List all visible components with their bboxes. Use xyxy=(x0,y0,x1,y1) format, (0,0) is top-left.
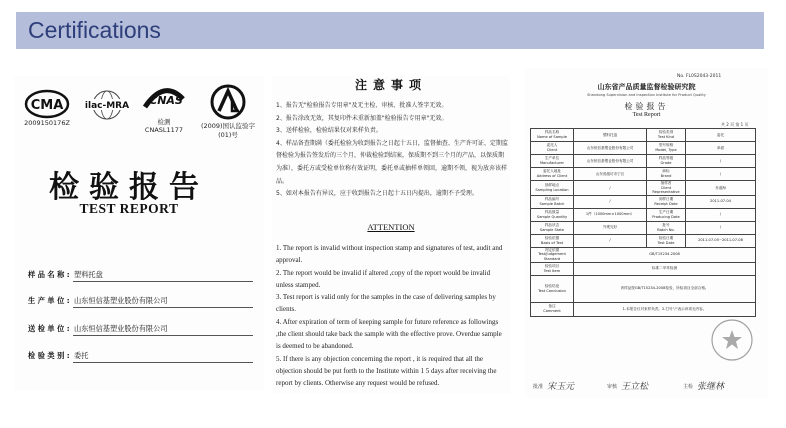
report-table-cell: 样品名称 Name of Sample xyxy=(531,129,574,142)
report-table-cell: 委托 xyxy=(686,129,756,142)
report-table-cell: 委托人地址 Address of Client xyxy=(531,168,574,181)
accreditation-logos xyxy=(20,81,264,141)
svg-text:ilac-MRA: ilac-MRA xyxy=(84,101,130,111)
svg-text:CMA: CMA xyxy=(30,98,64,113)
approver-signature: 宋玉元 xyxy=(547,382,575,392)
report-title-en: TEST REPORT xyxy=(79,201,179,216)
report-table-cell: 2011-07-05~2011-07-08 xyxy=(686,234,756,247)
field-submitter xyxy=(28,324,167,334)
notice-en-item: 3. Test report is valid only for the samples in the case of delivering samples by clients. xyxy=(276,293,496,314)
report-table-row xyxy=(531,208,756,221)
notice-page[interactable] xyxy=(272,76,510,394)
report-table-cell: 山东省潍坊市宁区 xyxy=(574,168,647,181)
cal-logo xyxy=(196,83,260,139)
cnas-caption-top: 检测 xyxy=(157,118,171,126)
report-table-cell: 检验项目 Test Item xyxy=(531,262,574,275)
notice-en-item: 4. After expiration of term of keeping sample for future reference as followings ,the client should take back the sample with the effective prove. Overdue sample is deemed to be abandoned. xyxy=(276,317,502,351)
report-table-cell: 抽样者 Client Representative xyxy=(647,181,686,196)
report-table-cell: 检验日期 Test Date xyxy=(647,234,686,247)
report-table-cell: / xyxy=(574,195,647,208)
section-title: Certifications xyxy=(28,17,161,43)
report-table-cell: 样品等级 Grade xyxy=(647,155,686,168)
field-value: 塑料托盘 xyxy=(74,270,103,279)
ilac-logo xyxy=(82,89,132,123)
institute-name-cn: 山东省产品质量监督检验研究院 xyxy=(597,82,696,91)
attention-heading: ATTENTION xyxy=(367,222,415,232)
report-table-row xyxy=(531,234,756,247)
section-header xyxy=(16,12,764,49)
cnas-icon xyxy=(141,85,187,117)
field-sample-name xyxy=(28,270,103,280)
report-table-cell: 生产日期 Producing Date xyxy=(647,208,686,221)
report-table-row xyxy=(531,221,756,234)
report-table-cell: 检验类别 Test Kind xyxy=(647,129,686,142)
report-table-cell: / xyxy=(686,221,756,234)
report-table-row xyxy=(531,155,756,168)
report-table-cell: 标准二甲苯检测 xyxy=(574,262,756,275)
report-table xyxy=(530,128,756,317)
report-table-cell: 商标 Brand xyxy=(647,168,686,181)
report-table-cell: 1.本报告仅对来样负责。2.打号“/”表示该项无内容。 xyxy=(574,302,756,316)
cma-number: 2009150176Z xyxy=(24,119,70,127)
report-heading-cn: 检验报告 xyxy=(624,102,669,111)
report-table-row xyxy=(531,168,756,181)
report-table-cell: 山东恒信基塑业股份有限公司 xyxy=(574,155,647,168)
report-title-cn: 检验报告 xyxy=(49,170,209,205)
field-label: 检 验 类 别 : xyxy=(28,351,70,360)
report-table-cell: / xyxy=(686,155,756,168)
field-value: 山东恒信基塑业股份有限公司 xyxy=(74,296,168,305)
report-table-cell: 到样日期 Receipt Date xyxy=(647,195,686,208)
report-table-cell: 乔道海 xyxy=(686,181,756,196)
audit-label: 审核 xyxy=(607,384,618,390)
report-table-cell: 型号规格 Model, Type xyxy=(647,142,686,155)
report-table-row xyxy=(531,302,756,316)
report-table-cell: 外观完好 xyxy=(574,221,647,234)
report-table-cell: / xyxy=(574,234,647,247)
svg-text:CNAS: CNAS xyxy=(149,94,183,107)
report-table-cell: 该样品按GB/T15234-2008检验，所检项目全部合格。 xyxy=(574,275,756,302)
report-table-row xyxy=(531,275,756,302)
notice-cn-item: 1、报告无"检验报告专用章"及无主检、审核、批准人签字无效。 xyxy=(276,102,448,109)
report-table-cell: 备注 Comment xyxy=(531,302,574,316)
notice-cn-item: 2、报告涂改无效，其复印件未重新加盖"检验报告专用章"无效。 xyxy=(276,114,448,122)
chief-tester-label: 主检 xyxy=(683,384,694,390)
notice-en-item: 1. The report is invalid without inspection stamp and signatures of test, audit and approval. xyxy=(276,244,503,265)
report-table-cell: 1件（1000mm×1000mm） xyxy=(574,208,647,221)
report-table-cell: 单面 xyxy=(686,142,756,155)
field-label: 生 产 单 位 : xyxy=(28,296,70,305)
cnas-logo xyxy=(138,85,190,134)
field-label: 送 检 单 位 : xyxy=(28,324,70,333)
notice-cn-item: 3、送样检验，检验结果仅对来样负责。 xyxy=(276,127,382,135)
report-heading-en: Test Report xyxy=(632,112,661,118)
notice-en-item: 5. If there is any objection concerning the report , it is required that all the objection should be put forth to the Institute within 1 5 days after receiving the report by clients. Otherwise any request would be refused. xyxy=(276,354,497,388)
notice-cn-item: 4、样品备查期满（委托检验为收到报告之日起十五日，监督抽查、生产许可证、定期监督检验为报告签发后的三个月，仲裁检验到结案，保质期不到三个月的产品，以保质期为准），委托方或受检单位称有效证明，委托单或抽样单领回，逾期不领，视为放弃该样品。 xyxy=(276,139,508,185)
ilac-mra-icon xyxy=(83,89,131,123)
field-manufacturer xyxy=(28,296,167,306)
report-table-row xyxy=(531,142,756,155)
institute-name-en: Shandong Supervision and Inspection Institute for Product Quality xyxy=(587,93,706,97)
report-table-cell: 样品状态 Sample State xyxy=(531,221,574,234)
cnas-number: CNASL1177 xyxy=(144,126,184,134)
report-table-row xyxy=(531,181,756,196)
report-table-cell: 检验结论 Test Conclusion xyxy=(531,275,574,302)
report-table-cell: 塑料托盘 xyxy=(574,129,647,142)
field-test-type xyxy=(28,351,88,361)
document-code: No. FL0S2043-2011 xyxy=(677,74,722,79)
notice-en-list xyxy=(276,242,508,390)
report-cover-page[interactable] xyxy=(14,76,264,390)
cma-logo xyxy=(22,89,72,127)
cma-icon xyxy=(24,89,70,119)
tester-signature: 张继林 xyxy=(697,382,725,392)
report-table-cell: 检验依据 Basis of Test xyxy=(531,234,574,247)
report-table-row xyxy=(531,129,756,142)
field-label: 样 品 名 称 : xyxy=(28,270,70,279)
report-table-cell: 样品数量 Sample Quantity xyxy=(531,208,574,221)
notice-en-item: 2. The report would be invalid if altered ,copy of the report would be invalid unless stamped. xyxy=(276,268,491,289)
field-value: 山东恒信基塑业股份有限公司 xyxy=(74,324,168,333)
report-table-cell: / xyxy=(574,181,647,196)
report-table-cell: 委托人 Client xyxy=(531,142,574,155)
report-table-row xyxy=(531,195,756,208)
field-value: 委托 xyxy=(74,351,89,360)
notice-cn-item: 5、如对本报告有异议，应于收到报告之日起十五日内提出，逾期不予受理。 xyxy=(276,190,478,198)
report-table-row xyxy=(531,262,756,275)
report-table-cell: 判定依据 Test/Judgement Standard xyxy=(531,247,574,262)
notice-cn-list xyxy=(276,100,508,201)
report-table-cell: / xyxy=(686,208,756,221)
report-table-cell: 2011-07-04 xyxy=(686,195,756,208)
page-info: 共 2 页 第 1 页 xyxy=(721,122,749,127)
cal-number: (2009)国认监验字(01)号 xyxy=(200,122,256,139)
report-table-cell: 生产单位 Manufacturer xyxy=(531,155,574,168)
auditor-signature: 王立松 xyxy=(621,382,649,392)
official-stamp-icon xyxy=(710,318,754,362)
report-table-cell: 抽样地点 Sampling Location xyxy=(531,181,574,196)
notice-title: 注意事项 xyxy=(354,78,427,92)
report-table-cell: 样品编号 Sample Batch xyxy=(531,195,574,208)
cal-icon xyxy=(208,83,248,121)
report-table-cell: 山东恒信基塑业股份有限公司 xyxy=(574,142,647,155)
approve-label: 批准 xyxy=(533,384,544,390)
report-table-cell: / xyxy=(686,168,756,181)
report-table-cell: GB/T15234-2008 xyxy=(574,247,756,262)
report-table-cell: 批号 Batch No. xyxy=(647,221,686,234)
test-report-page[interactable] xyxy=(525,68,768,398)
report-table-row xyxy=(531,247,756,262)
